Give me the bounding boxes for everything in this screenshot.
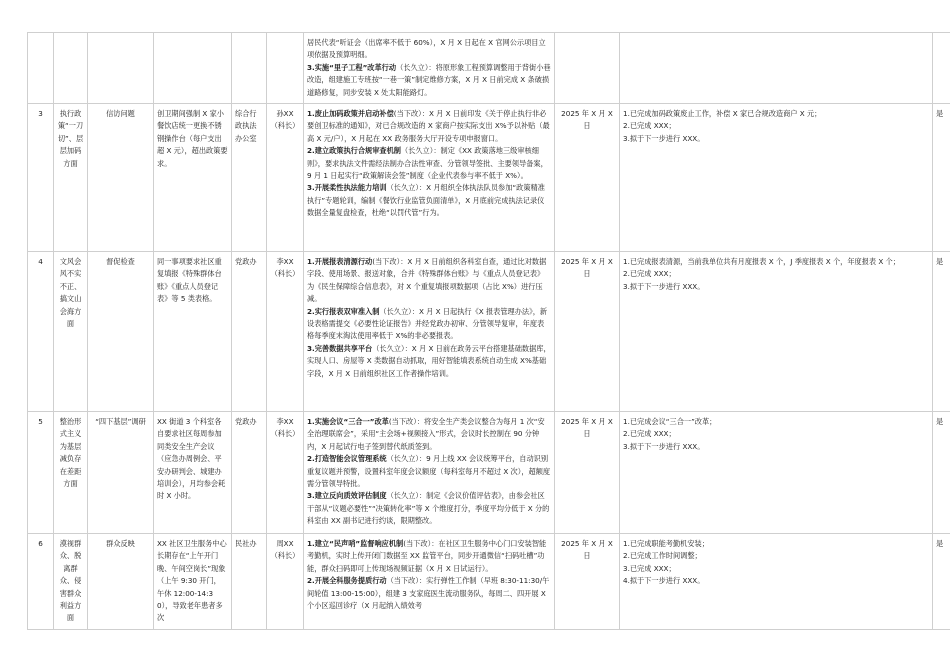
- progress: [620, 33, 933, 104]
- responsible-unit: [232, 33, 267, 104]
- problem-description: XX 社区卫生服务中心长期存在“上午开门晚、午间空岗长”现象（上午 9:30 开门，午休 12:00-14:30），导致老年患者多次: [154, 534, 232, 630]
- measure-text: （长久立）：将原形象工程预算调整用于背街小巷改造，组建施工专班按“一巷一策”制定维修方案，X 月 X 日前完成 X 条破损道路修复，同步安装 X 处太阳能路灯。: [307, 62, 551, 97]
- measure-item: [307, 575, 551, 612]
- measure-text: （长久立）：制定《会议价值评估表》，由参会社区干部从“议题必要性”“决策转化率”等 X 个维度打分，季度平均分低于 X 分的科室由 XX 副书记进行约谈，限期整改。: [307, 491, 550, 526]
- progress-item: 3.拟于下一步进行 XXX。: [623, 133, 705, 143]
- problem-description: XX 街道 3 个科室各自要求社区每周参加同类安全生产会议（应急办周例会、平安办研判会、城建办培训会），月均参会耗时 X 小时。: [154, 412, 232, 534]
- measure-text: （当下改）：实行弹性工作制（早班 8:30-11:30/午间轮值 13:00-15:00），组建 3 支家庭医生流动服务队，每周二、四开展 X 个小区巡回诊疗（X 月起纳入绩效考: [307, 576, 550, 611]
- progress-item: 2.已完成 XXX；: [623, 121, 676, 131]
- rectification-measures: [304, 534, 555, 630]
- rectification-measures: [304, 412, 555, 534]
- progress-item: 3.已完成 XXX；: [623, 563, 676, 573]
- measure-title: 3.建立反向质效评估制度: [307, 491, 387, 501]
- measure-text: (当下改）：在社区卫生服务中心门口安装智能考勤机，实时上传开闭门数据至 XX 监管平台，同步开通微信“扫码吐槽”功能，群众扫码即可上传现场视频证据（X 月 X 日试运行）。: [307, 539, 547, 573]
- measure-item: [307, 145, 551, 182]
- measure-title: 1.建立“民声哨”监督响应机制: [307, 539, 404, 549]
- completion-flag: 是: [933, 412, 950, 534]
- measure-text: (当下改）：X 月 X 日前印发《关于停止执行非必要创卫标准的通知》，对已合规改造的 X 家商户按实际支出 X%予以补贴（最高 X 元/户），X 月起在 XX 政务服务大厅开设专项申报窗口。: [307, 109, 550, 143]
- measure-title: 2.建立政策执行合规审查机制: [307, 146, 401, 156]
- row-number: [28, 33, 54, 104]
- progress: [620, 104, 933, 252]
- responsible-person: [267, 33, 304, 104]
- measure-text: （长久立）：9 月上线 XX 会议统筹平台，自动识别重复议题并预警，设置科室年度会议额度（每科室每月不超过 X 次），超额度需分管领导特批。: [307, 454, 551, 489]
- measure-title: 3.完善数据共享平台: [307, 343, 373, 353]
- row-number: 5: [28, 412, 54, 534]
- table-row: [28, 33, 950, 104]
- responsible-person: 李XX（科长）: [267, 412, 304, 534]
- measure-title: 3.开展柔性执法能力培训: [307, 183, 387, 193]
- responsible-unit: 民社办: [232, 534, 267, 630]
- deadline: 2025 年 X 月 X 日: [555, 104, 620, 252]
- deadline: 2025 年 X 月 X 日: [555, 412, 620, 534]
- progress-item: 2.已完成工作时间调整；: [623, 551, 702, 561]
- rectification-measures: [304, 33, 555, 104]
- rectification-measures: [304, 104, 555, 252]
- row-number: 4: [28, 252, 54, 412]
- measure-text: （长久立）：制定《XX 政策落地三级审核细则》，要求执法文件需经法制办合法性审查、分管领导签批、主要领导备案，9 月 1 日起实行“政策解读会签”制度（企业代表参与率不低于 X%）。: [307, 146, 548, 181]
- problem-category: 整治形式主义为基层减负存在差距方面: [54, 412, 88, 534]
- responsible-unit: 综合行政执法办公室: [232, 104, 267, 252]
- measure-title: 1.开展报表清源行动: [307, 257, 373, 267]
- deadline: 2025 年 X 月 X 日: [555, 252, 620, 412]
- progress-item: 2.已完成 XXX；: [623, 429, 676, 439]
- table-row: [28, 104, 950, 252]
- measure-title: 3.实施“里子工程”改革行动: [307, 62, 397, 72]
- problem-source: 信访问题: [88, 104, 154, 252]
- progress: [620, 252, 933, 412]
- measure-title: 1.废止加码政策并启动补偿: [307, 109, 394, 119]
- completion-flag: 是: [933, 252, 950, 412]
- measure-item: [307, 182, 551, 219]
- table-row: [28, 252, 950, 412]
- progress-item: 1.已完成加码政策废止工作，补偿 X 家已合规改造商户 X 元；: [623, 109, 822, 119]
- deadline: [555, 33, 620, 104]
- measure-title: 1.实施会议“三合一”改革: [307, 417, 389, 427]
- responsible-person: 孙XX（科长）: [267, 104, 304, 252]
- responsible-person: 李XX（科长）: [267, 252, 304, 412]
- measure-text: (当下改）：将安全生产类会议整合为每月 1 次“安全治理联席会”，采用“主会场+视频接入”形式，会议时长控制在 90 分钟内，X 月起试行电子签到替代纸质签到。: [307, 417, 545, 451]
- problem-source: “四下基层”调研: [88, 412, 154, 534]
- responsible-unit: 党政办: [232, 252, 267, 412]
- progress: [620, 534, 933, 630]
- progress: [620, 412, 933, 534]
- measure-item: [307, 256, 551, 306]
- measure-item: [307, 343, 551, 380]
- progress-item: 3.拟于下一步进行 XXX。: [623, 281, 705, 291]
- problem-description: [154, 33, 232, 104]
- measure-text: （长久立）：X 月 X 日前在政务云平台搭建基础数据库，实现人口、房屋等 X 类数据自动抓取，用好智能填表系统自动生成 X%基础字段，X 月 X 日前组织社区工作者操作培训。: [307, 343, 551, 378]
- problem-description: 创卫期间强制 X 家小餐饮店统一更换不锈钢操作台（每户支出超 X 元），超出政策要求。: [154, 104, 232, 252]
- measure-item: [307, 62, 551, 99]
- measure-item: [307, 490, 551, 527]
- responsible-unit: 党政办: [232, 412, 267, 534]
- problem-description: 同一事项要求社区重复填报《特殊群体台账》《重点人员登记表》等 5 类表格。: [154, 252, 232, 412]
- measure-text: (当下改）：X 月 X 日前组织各科室自查，通过比对数据字段、使用场景、报送对象，合并《特殊群体台账》与《重点人员登记表》为《民生保障综合信息表》，对 X 个重复填报项数据项（占比 X%）进行压减。: [307, 257, 547, 304]
- progress-item: 1.已完成会议“三合一”改革；: [623, 417, 717, 427]
- completion-flag: 是: [933, 534, 950, 630]
- progress-item: 1.已完成报表清源，当前我单位共有月度报表 X 个，J 季度报表 X 个，年度报表 X 个；: [623, 257, 900, 267]
- problem-source: [88, 33, 154, 104]
- table-body: [28, 33, 950, 630]
- progress-item: 1.已完成职能考勤机安装；: [623, 539, 709, 549]
- completion-flag: [933, 33, 950, 104]
- table-row: [28, 412, 950, 534]
- rectification-table: [27, 32, 950, 630]
- measure-text: 居民代表“听证会（出席率不低于 60%），X 月 X 日起在 X 官网公示项目立项依据及预算明细。: [307, 38, 546, 60]
- responsible-person: 周XX（科长）: [267, 534, 304, 630]
- problem-category: 执行政策“一刀切”、层层加码方面: [54, 104, 88, 252]
- rectification-measures: [304, 252, 555, 412]
- measure-item: [307, 108, 551, 145]
- table-row: [28, 534, 950, 630]
- problem-category: 漠视群众、脱离群众、侵害群众利益方面: [54, 534, 88, 630]
- progress-item: 4.拟于下一步进行 XXX。: [623, 576, 705, 586]
- progress-item: 2.已完成 XXX；: [623, 269, 676, 279]
- measure-item: [307, 416, 551, 453]
- measure-text: （长久立）：X 月组织全体执法队员参加“政策精准执行”专题轮训，编制《餐饮行业监管负面清单》，X 月底前完成执法记录仪数据全量复盘检查，杜绝“以罚代管”行为。: [307, 183, 545, 218]
- measure-item: [307, 453, 551, 490]
- measure-title: 2.打造智能会议管理系统: [307, 454, 387, 464]
- measure-item: [307, 538, 551, 575]
- row-number: 6: [28, 534, 54, 630]
- deadline: 2025 年 X 月 X 日: [555, 534, 620, 630]
- measure-title: 2.开展全科服务提质行动: [307, 576, 387, 586]
- row-number: 3: [28, 104, 54, 252]
- measure-item: [307, 306, 551, 343]
- measure-title: 2.实行报表双审准入制: [307, 306, 380, 316]
- measure-text: （长久立）：X 月 X 日起执行《X 报表管理办法》，新设表格需提交《必要性论证报告》并经党政办初审、分管领导复审，年度表格每季度末淘汰使用率低于 X%的非必要报表。: [307, 306, 548, 341]
- problem-category: 文风会风不实不正、搞文山会海方面: [54, 252, 88, 412]
- problem-source: 群众反映: [88, 534, 154, 630]
- completion-flag: 是: [933, 104, 950, 252]
- problem-category: [54, 33, 88, 104]
- problem-source: 督促检查: [88, 252, 154, 412]
- measure-item: [307, 37, 551, 62]
- progress-item: 3.拟于下一步进行 XXX。: [623, 441, 705, 451]
